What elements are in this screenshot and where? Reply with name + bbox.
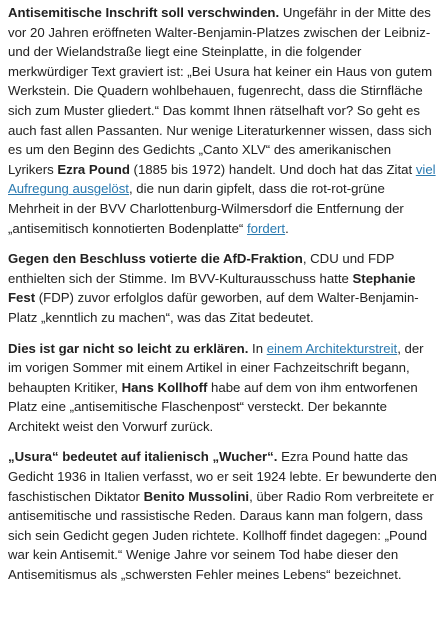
paragraph-lead: Antisemitische Inschrift soll verschwinden. (8, 5, 280, 20)
paragraph-text: (FDP) zuvor erfolglos dafür geworben, auf dem Walter-Benjamin-Platz „kenntlich zu machen“, was das Zitat bedeutet. (8, 290, 419, 325)
person-name-ezra-pound: Ezra Pound (57, 161, 130, 177)
paragraph-usura (8, 447, 439, 584)
paragraph-text: Ezra Pound hatte das Gedicht 1936 in Italien verfasst, wo er seit 1924 lebte. Er bewunderte den faschistischen Diktator (8, 449, 437, 504)
person-name-stephanie-fest: Stephanie Fest (8, 270, 416, 306)
paragraph-vote (8, 249, 439, 327)
paragraph-text: (1885 bis 1972) handelt. Und doch hat das Zitat (129, 161, 416, 177)
paragraph-text: , der im vorigen Sommer mit einem Artikel in einer Fachzeitschrift begann, behaupten Kritiker, (8, 340, 424, 395)
paragraph-text: , über Radio Rom verbreitete er antisemitische und rassistische Reden. Daraus kann man folgern, dass sich sein Gedicht gegen Juden richtete. Kollhoff findet dagegen: „Pound war kein Antisemit.“ Wenige Jahre vor seinem Tod habe dieser den Antisemitismus als „schwersten Fehler meines Lebens“ bezeichnet. (8, 488, 434, 583)
paragraph-text: Ungefähr in der Mitte des vor 20 Jahren eröffneten Walter-Benjamin-Platzes zwischen der Leibniz- und der Wielandstraße liegt eine Steinplatte, in die folgender merkwürdiger Text graviert ist: „Bei Usura hat keiner ein Haus von gutem Werkstein. Die Quadern wohlbehauen, fugenrecht, dass die Stirnfläche sich zum Muster gliedert.“ Das kommt Ihnen rätselhaft vor? So geht es auch fast allen Passanten. Nur wenige Literaturkenner wissen, dass sich es um den Beginn des Gedichts „Canto XLV“ des amerikanischen Lyrikers (8, 5, 433, 177)
paragraph-text: In (248, 340, 267, 356)
link-viel-aufregung[interactable]: viel Aufregung ausgelöst (8, 161, 436, 197)
paragraph-lead: Dies ist gar nicht so leicht zu erklären. (8, 340, 249, 356)
link-architekturstreit[interactable]: einem Architekturstreit (266, 340, 398, 356)
paragraph-text: . (285, 220, 289, 236)
paragraph-text: habe auf dem von ihm entworfenen Platz eine „antisemitische Flaschenpost“ versteckt. Der bekannte Architekt weist den Vorwurf zurück. (8, 379, 418, 434)
paragraph-text: , CDU und FDP enthielten sich der Stimme. Im BVV-Kulturausschuss hatte (8, 251, 395, 286)
paragraph-lead: „Usura“ bedeutet auf italienisch „Wucher“. (8, 449, 278, 465)
person-name-benito-mussolini: Benito Mussolini (143, 488, 250, 504)
link-fordert[interactable]: fordert (246, 220, 286, 236)
paragraph-lead: Gegen den Beschluss votierte die AfD-Fraktion (8, 251, 303, 267)
paragraph-inscription (8, 3, 439, 238)
paragraph-explanation (8, 339, 439, 437)
person-name-hans-kollhoff: Hans Kollhoff (121, 379, 208, 395)
paragraph-text: , die nun darin gipfelt, dass die rot-rot-grüne Mehrheit in der BVV Charlottenburg-Wilmersdorf die Entfernung der „antisemitisch konnotierten Bodenplatte“ (8, 181, 404, 236)
